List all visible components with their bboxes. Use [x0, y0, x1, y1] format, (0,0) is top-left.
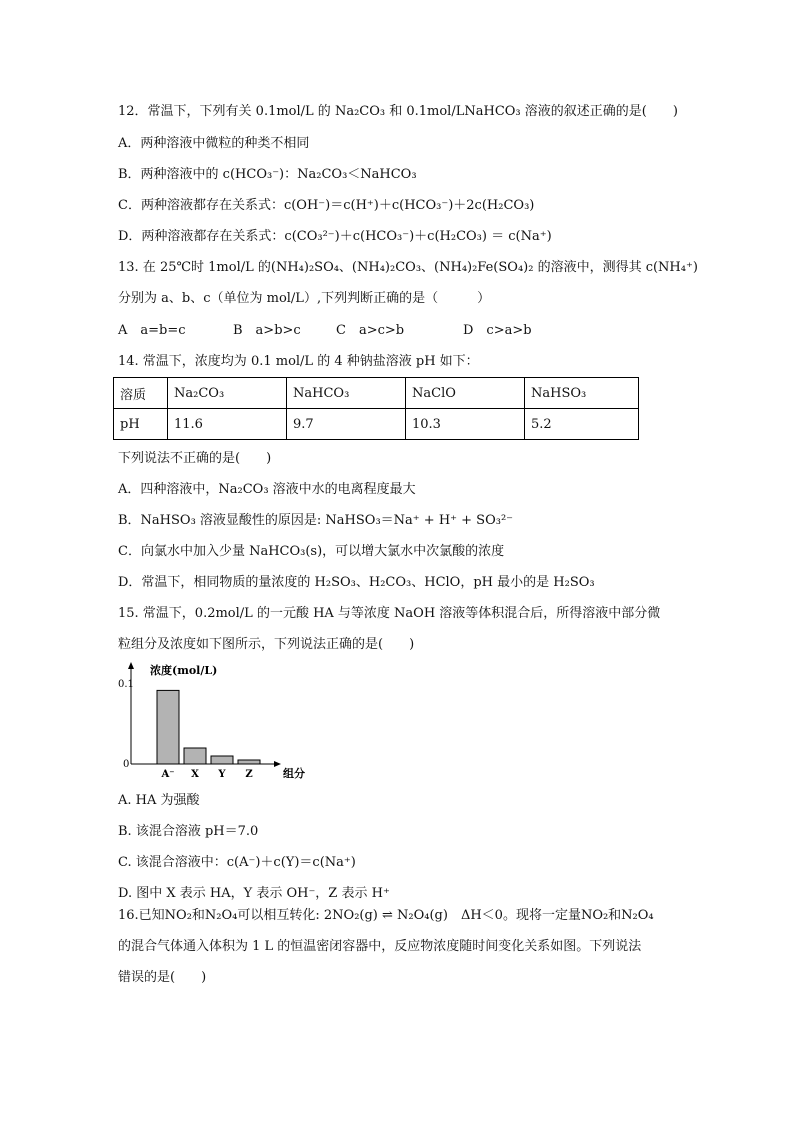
q16-line1: 16.已知NO₂和N₂O₄可以相互转化: 2NO₂(g) ⇌ N₂O₄(g) ΔH＜0。现将一定量NO₂和N₂O₄	[118, 908, 654, 923]
bar-2	[211, 756, 233, 764]
q14-stem: 14. 常温下，浓度均为 0.1 mol/L 的 4 种钠盐溶液 pH 如下：	[118, 354, 479, 369]
bar-3	[238, 760, 260, 764]
q14-option-a: A．四种溶液中，Na₂CO₃ 溶液中水的电离程度最大	[118, 482, 416, 497]
q15-option-a: A. HA 为强酸	[118, 793, 200, 808]
table-cell: 溶质	[114, 378, 168, 409]
q12-option-b: B．两种溶液中的 c(HCO₃⁻)：Na₂CO₃＜NaHCO₃	[118, 167, 417, 182]
q14-sub-stem: 下列说法不正确的是( )	[118, 451, 272, 466]
bar-1	[184, 748, 206, 764]
q15-option-c: C. 该混合溶液中：c(A⁻)＋c(Y)＝c(Na⁺)	[118, 855, 356, 870]
q15-stem-line2: 粒组分及浓度如下图所示，下列说法正确的是( )	[118, 637, 415, 652]
q13-option-b: B a>b>c	[233, 323, 301, 338]
category-label-3: Z	[245, 769, 253, 780]
q12-option-d: D．两种溶液都存在关系式：c(CO₃²⁻)＋c(HCO₃⁻)＋c(H₂CO₃) ＝ c(Na⁺)	[118, 229, 552, 244]
q13-stem-line2: 分别为 a、b、c（单位为 mol/L）,下列判断正确的是（ ）	[118, 291, 491, 306]
table-cell: NaHSO₃	[525, 378, 639, 409]
q14-option-b: B．NaHSO₃ 溶液显酸性的原因是: NaHSO₃＝Na⁺ + H⁺ + SO₃²⁻	[118, 513, 514, 528]
q12-stem: 12．常温下，下列有关 0.1mol/L 的 Na₂CO₃ 和 0.1mol/LNaHCO₃ 溶液的叙述正确的是( )	[118, 104, 678, 119]
y-tick-label: 0	[123, 759, 130, 770]
table-cell: 10.3	[406, 409, 525, 440]
q12-option-a: A．两种溶液中微粒的种类不相同	[118, 136, 310, 151]
table-cell: NaClO	[406, 378, 525, 409]
bars-group	[157, 690, 260, 780]
bar-0	[157, 690, 179, 764]
table-cell: pH	[114, 409, 168, 440]
category-label-2: Y	[218, 769, 226, 780]
q12-option-c: C．两种溶液都存在关系式：c(OH⁻)＝c(H⁺)＋c(HCO₃⁻)＋2c(H₂CO₃)	[118, 198, 535, 213]
table-cell: NaHCO₃	[287, 378, 406, 409]
q16-line3: 错误的是( )	[118, 970, 207, 985]
table-cell: 11.6	[168, 409, 287, 440]
x-axis-arrow	[274, 761, 281, 767]
q13-stem-line1: 13. 在 25℃时 1mol/L 的(NH₄)₂SO₄、(NH₄)₂CO₃、(NH₄)₂Fe(SO₄)₂ 的溶液中，测得其 c(NH₄⁺)	[118, 260, 698, 275]
q13-option-a: A a=b=c	[118, 323, 186, 338]
category-label-0: A⁻	[161, 769, 175, 780]
q15-option-d: D. 图中 X 表示 HA，Y 表示 OH⁻，Z 表示 H⁺	[118, 886, 390, 901]
q14-option-d: D．常温下，相同物质的量浓度的 H₂SO₃、H₂CO₃、HClO，pH 最小的是 H₂SO₃	[118, 575, 595, 590]
q15-stem-line1: 15. 常温下，0.2mol/L 的一元酸 HA 与等浓度 NaOH 溶液等体积混合后，所得溶液中部分微	[118, 606, 661, 621]
table-row	[114, 378, 639, 409]
q13-option-c: C a>c>b	[336, 323, 405, 338]
table-row	[114, 409, 639, 440]
table-cell: Na₂CO₃	[168, 378, 287, 409]
y-tick-label: 0.1	[118, 679, 134, 690]
y-axis-label: 浓度(mol/L)	[150, 664, 218, 677]
q16-line2: 的混合气体通入体积为 1 L 的恒温密闭容器中，反应物浓度随时间变化关系如图。下列说法	[118, 939, 642, 954]
q13-option-d: D c>a>b	[463, 323, 532, 338]
table-cell: 9.7	[287, 409, 406, 440]
x-axis-label: 组分	[283, 767, 305, 780]
q14-option-c: C．向氯水中加入少量 NaHCO₃(s)，可以增大氯水中次氯酸的浓度	[118, 544, 505, 559]
category-label-1: X	[191, 769, 199, 780]
y-axis-arrow	[128, 662, 134, 669]
table-cell: 5.2	[525, 409, 639, 440]
q15-option-b: B. 该混合溶液 pH＝7.0	[118, 824, 259, 839]
concentration-bar-chart	[115, 660, 315, 780]
ph-table	[113, 377, 639, 440]
